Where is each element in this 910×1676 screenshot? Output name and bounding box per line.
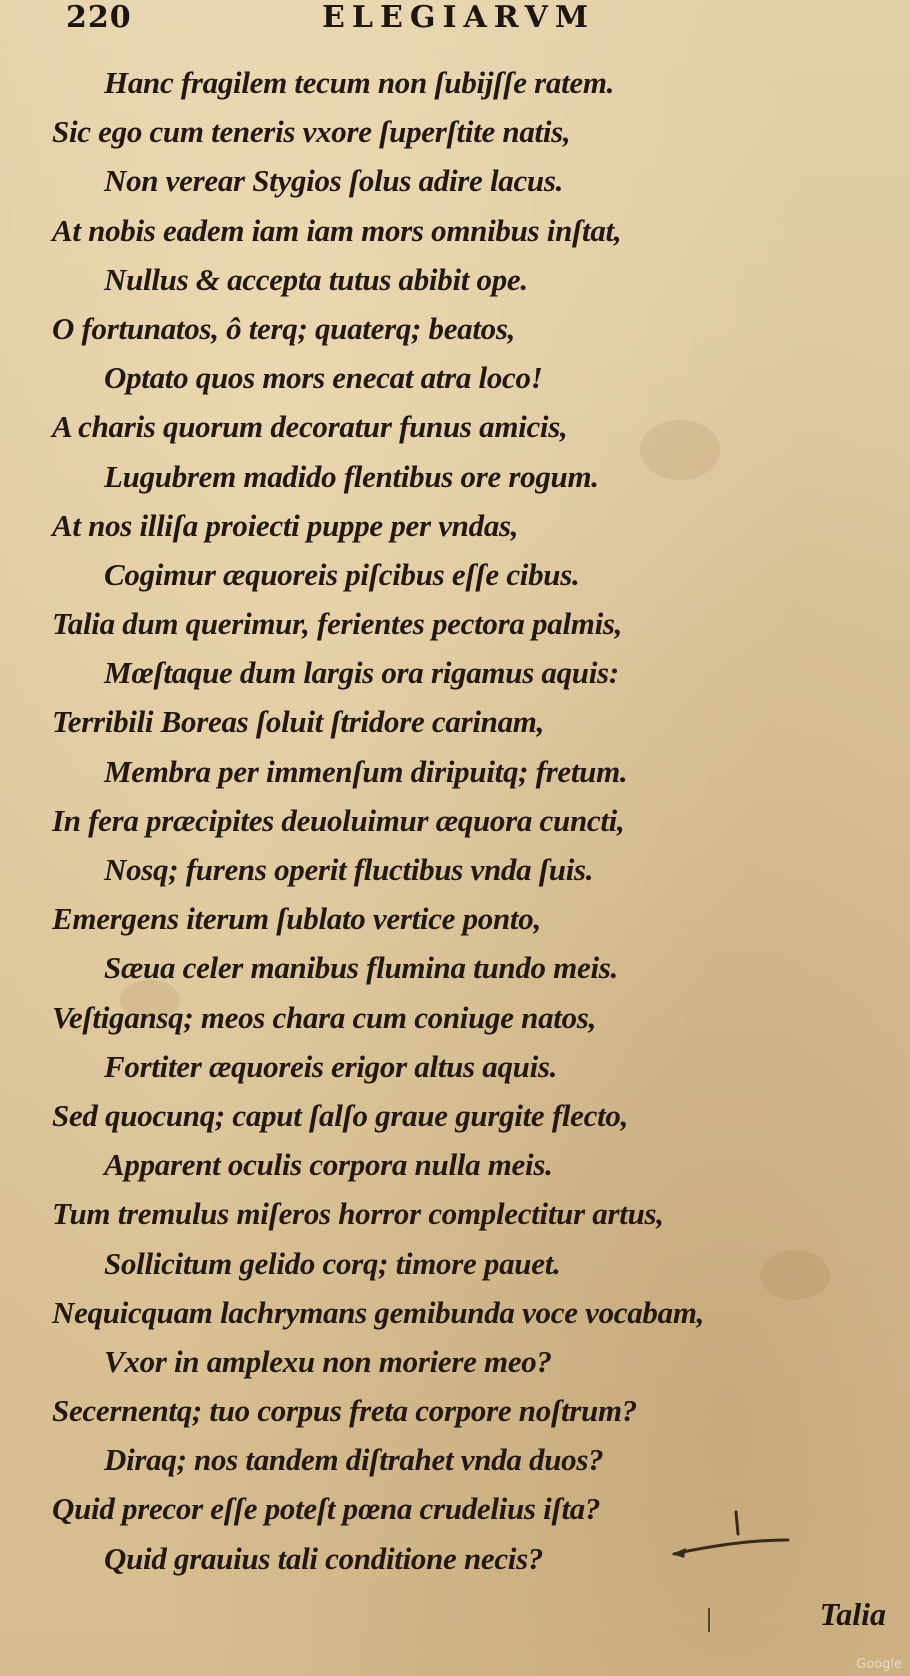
catchword: Talia — [819, 1596, 886, 1632]
verse-line: In fera præcipites deuoluimur æquora cuncti, — [52, 802, 625, 838]
verse-line: A charis quorum decoratur funus amicis, — [52, 409, 568, 445]
verse-line: Emergens iterum ſublato vertice ponto, — [52, 901, 541, 937]
verse-line: Optato quos mors enecat atra loco! — [104, 360, 543, 396]
verse-line: Nequicquam lachrymans gemibunda voce vocabam, — [52, 1294, 705, 1330]
running-head: ELEGIARVM — [322, 0, 596, 35]
verse-line: Fortiter æquoreis erigor altus aquis. — [104, 1048, 558, 1084]
margin-mark — [708, 1608, 710, 1632]
verse-line: Terribili Boreas ſoluit ſtridore carinam, — [52, 704, 545, 740]
page-header — [60, 0, 870, 40]
verse-line: Nullus & accepta tutus abibit ope. — [104, 261, 528, 297]
pen-annotation-icon — [670, 1508, 790, 1568]
verse-line: O fortunatos, ô terq; quaterq; beatos, — [52, 310, 516, 346]
verse-line: At nos illiſa proiecti puppe per vndas, — [52, 507, 519, 543]
verse-line: Membra per immenſum diripuitq; fretum. — [104, 753, 628, 789]
verse-line: Nosq; furens operit fluctibus vnda ſuis. — [104, 852, 594, 887]
verse-line: Veſtigansq; meos chara cum coniuge natos, — [52, 999, 597, 1035]
verse-line: Sæua celer manibus flumina tundo meis. — [104, 950, 618, 986]
verse-line: Quid precor eſſe poteſt pœna crudelius iſta? — [52, 1491, 601, 1527]
verse-line: Non verear Stygios ſolus adire lacus. — [104, 163, 564, 199]
verse-line: Lugubrem madido flentibus ore rogum. — [104, 458, 599, 494]
verse-line: Apparent oculis corpora nulla meis. — [104, 1147, 553, 1183]
verse-line: Sollicitum gelido corq; timore pauet. — [104, 1245, 561, 1281]
watermark: Google — [856, 1657, 902, 1672]
verse-line: Talia dum querimur, ferientes pectora palmis, — [52, 606, 623, 642]
verse-line: Sic ego cum teneris vxore ſuperſtite natis, — [52, 114, 571, 150]
verse-line: Diraq; nos tandem diſtrahet vnda duos? — [104, 1442, 604, 1478]
verse-line: Cogimur æquoreis piſcibus eſſe cibus. — [104, 556, 580, 592]
verse-line: At nobis eadem iam iam mors omnibus inſtat, — [52, 212, 622, 248]
verse-line: Secernentq; tuo corpus freta corpore noſtrum? — [52, 1393, 637, 1429]
verse-line: Hanc fragilem tecum non ſubijſſe ratem. — [104, 65, 615, 100]
verse-line: Tum tremulus miſeros horror complectitur artus, — [52, 1196, 664, 1232]
verse-line: Quid grauius tali conditione necis? — [104, 1540, 544, 1576]
verse-line: Mœſtaque dum largis ora rigamus aquis: — [104, 655, 619, 691]
verse-line: Sed quocunq; caput ſalſo graue gurgite flecto, — [52, 1097, 629, 1133]
page-number: 220 — [66, 0, 132, 35]
verse-block — [52, 58, 872, 1583]
verse-line: Vxor in amplexu non moriere meo? — [104, 1343, 552, 1379]
